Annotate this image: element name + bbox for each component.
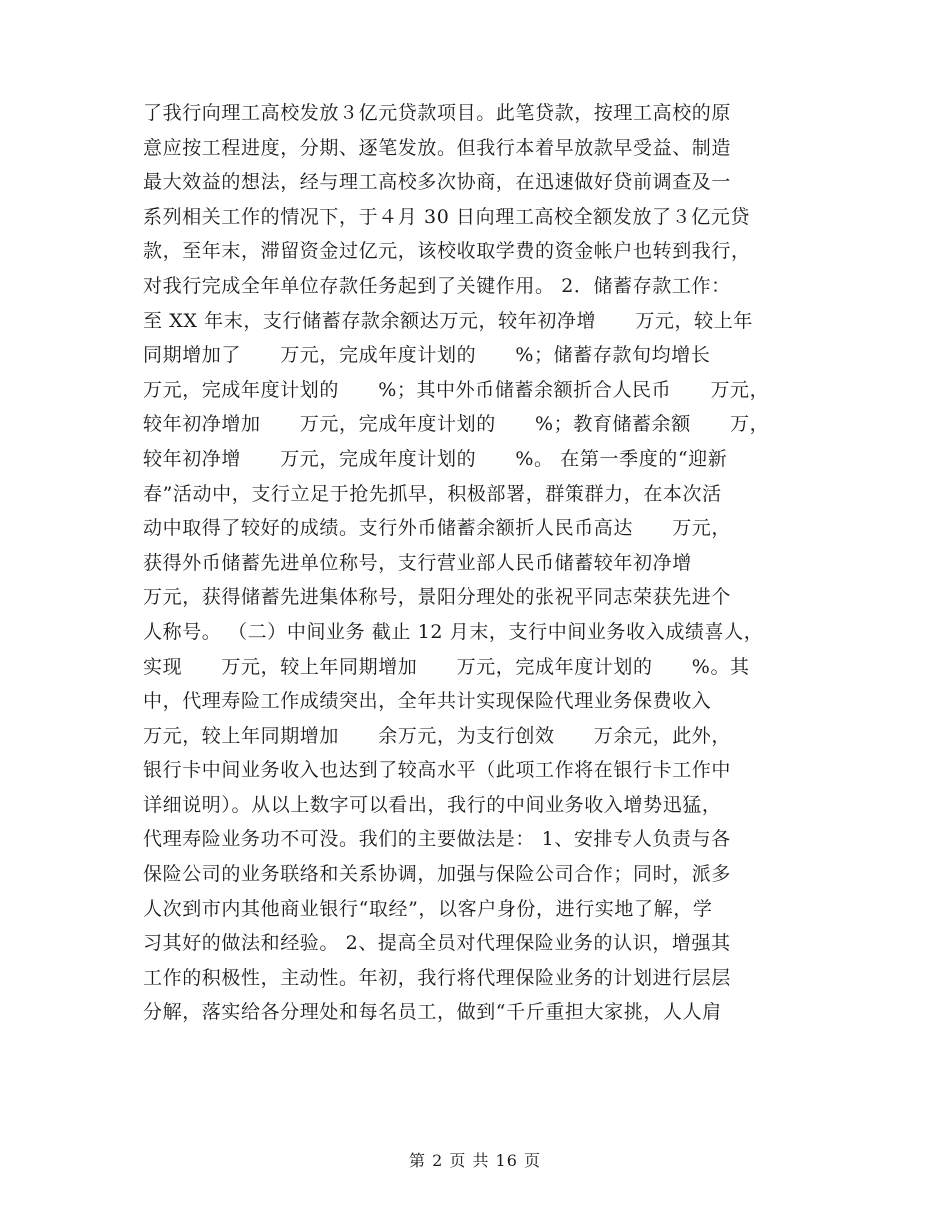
text-line: 春”活动中，支行立足于抢先抓早，积极部署，群策群力，在本次活 (143, 482, 722, 505)
text-line: 对我行完成全年单位存款任务起到了关键作用。 2．储蓄存款工作： (143, 274, 731, 297)
text-line: 动中取得了较好的成绩。支行外币储蓄余额折人民币高达 万元， (143, 517, 732, 540)
text-line: 较年初净增加 万元，完成年度计划的 %；教育储蓄余额 万， (143, 413, 770, 436)
text-line: 分解，落实给各分理处和每名员工，做到“千斤重担大家挑，人人肩 (143, 1001, 722, 1024)
text-line: 最大效益的想法，经与理工高校多次协商，在迅速做好贷前调查及一 (143, 171, 732, 194)
text-line: 人称号。 （二）中间业务 截止 12 月末，支行中间业务收入成绩喜人， (143, 620, 764, 643)
text-line: 代理寿险业务功不可没。我们的主要做法是： 1、安排专人负责与各 (143, 828, 731, 851)
text-line: 详细说明）。从以上数字可以看出，我行的中间业务收入增势迅猛， (143, 793, 722, 816)
text-line: 习其好的做法和经验。 2、提高全员对代理保险业务的认识，增强其 (143, 932, 731, 955)
page-footer: 第 2 页 共 16 页 (409, 1151, 541, 1170)
text-line: 保险公司的业务联络和关系协调，加强与保险公司合作；同时，派多 (143, 863, 732, 886)
text-line: 银行卡中间业务收入也达到了较高水平（此项工作将在银行卡工作中 (143, 759, 732, 782)
text-line: 较年初净增 万元，完成年度计划的 %。 在第一季度的“迎新 (143, 447, 728, 470)
text-line: 至 XX 年末，支行储蓄存款余额达万元，较年初净增 万元，较上年 (143, 309, 753, 332)
text-line: 同期增加了 万元，完成年度计划的 %；储蓄存款旬均增长 (143, 344, 711, 367)
text-line: 获得外币储蓄先进单位称号，支行营业部人民币储蓄较年初净增 (143, 551, 692, 574)
text-line: 款，至年末，滞留资金过亿元，该校收取学费的资金帐户也转到我行， (143, 240, 751, 263)
text-line: 实现 万元，较上年同期增加 万元，完成年度计划的 %。其 (143, 655, 750, 678)
text-line: 了我行向理工高校发放３亿元贷款项目。此笔贷款，按理工高校的原 (143, 102, 732, 124)
text-line: 人次到市内其他商业银行“取经”，以客户身份，进行实地了解，学 (143, 897, 713, 920)
text-line: 工作的积极性，主动性。年初，我行将代理保险业务的计划进行层层 (143, 966, 732, 989)
text-line: 万元，较上年同期增加 余万元，为支行创效 万余元，此外， (143, 724, 732, 747)
text-line: 系列相关工作的情况下，于４月 30 日向理工高校全额发放了３亿元贷 (143, 205, 751, 228)
text-line: 意应按工程进度，分期、逐笔发放。但我行本着早放款早受益、制造 (143, 136, 732, 159)
body-text (143, 96, 823, 1030)
text-line: 万元，获得储蓄先进集体称号，景阳分理处的张祝平同志荣获先进个 (143, 586, 732, 609)
text-line: 万元，完成年度计划的 %；其中外币储蓄余额折合人民币 万元， (143, 378, 770, 401)
text-line: 中，代理寿险工作成绩突出，全年共计实现保险代理业务保费收入 (143, 690, 712, 713)
